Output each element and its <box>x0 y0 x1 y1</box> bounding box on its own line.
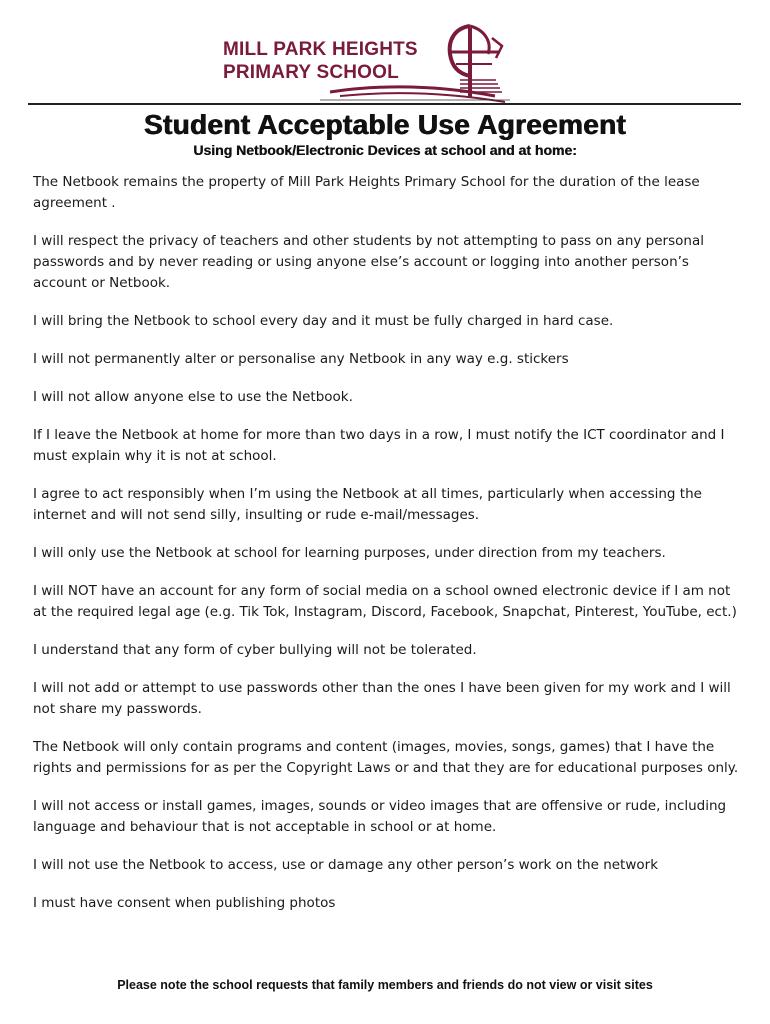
agreement-paragraph: I will not use the Netbook to access, use or damage any other person’s work on the network <box>33 857 659 873</box>
agreement-paragraph: I will not add or attempt to use passwords other than the ones I have been given for my work and I will not share my passwords. <box>33 680 731 717</box>
school-name-line2: PRIMARY SCHOOL <box>223 62 399 83</box>
agreement-paragraph: I will bring the Netbook to school every day and it must be fully charged in hard case. <box>33 313 614 329</box>
agreement-paragraph: I will not allow anyone else to use the Netbook. <box>33 389 353 405</box>
footer-note: Please note the school requests that family members and friends do not view or visit sites <box>117 978 653 992</box>
agreement-paragraph: I agree to act responsibly when I’m using the Netbook at all times, particularly when accessing the internet and will not send silly, insulting or rude e-mail/messages. <box>33 486 702 523</box>
school-logo-emblem <box>320 18 520 108</box>
document-subtitle: Using Netbook/Electronic Devices at school and at home: <box>193 142 577 158</box>
agreement-paragraph: The Netbook will only contain programs and content (images, movies, songs, games) that I have the rights and permissions for as per the Copyright Laws or and that they are for educational purposes only. <box>33 739 739 776</box>
agreement-paragraph: I will NOT have an account for any form of social media on a school owned electronic device if I am not at the required legal age (e.g. Tik Tok, Instagram, Discord, Facebook, Snapchat, Pinterest, YouTube, ect.) <box>33 583 737 620</box>
agreement-paragraph: I understand that any form of cyber bullying will not be tolerated. <box>33 642 477 658</box>
agreement-paragraph: The Netbook remains the property of Mill Park Heights Primary School for the duration of the lease agreement . <box>33 174 700 211</box>
agreement-paragraph: I must have consent when publishing photos <box>33 895 336 911</box>
letterhead <box>0 0 770 108</box>
agreement-body <box>33 172 739 931</box>
header-divider <box>28 103 741 105</box>
agreement-paragraph: I will not access or install games, images, sounds or video images that are offensive or rude, including language and behaviour that is not acceptable in school or at home. <box>33 798 727 835</box>
school-name-line1: MILL PARK HEIGHTS <box>223 39 418 60</box>
agreement-paragraph: I will only use the Netbook at school for learning purposes, under direction from my teachers. <box>33 545 666 561</box>
document-title: Student Acceptable Use Agreement <box>143 109 627 140</box>
agreement-paragraph: I will respect the privacy of teachers and other students by not attempting to pass on any personal passwords and by never reading or using anyone else’s account or logging into another person’s account or Netbook. <box>33 233 704 291</box>
agreement-paragraph: I will not permanently alter or personalise any Netbook in any way e.g. stickers <box>33 351 569 367</box>
agreement-paragraph: If I leave the Netbook at home for more than two days in a row, I must notify the ICT coordinator and I must explain why it is not at school. <box>33 427 725 464</box>
